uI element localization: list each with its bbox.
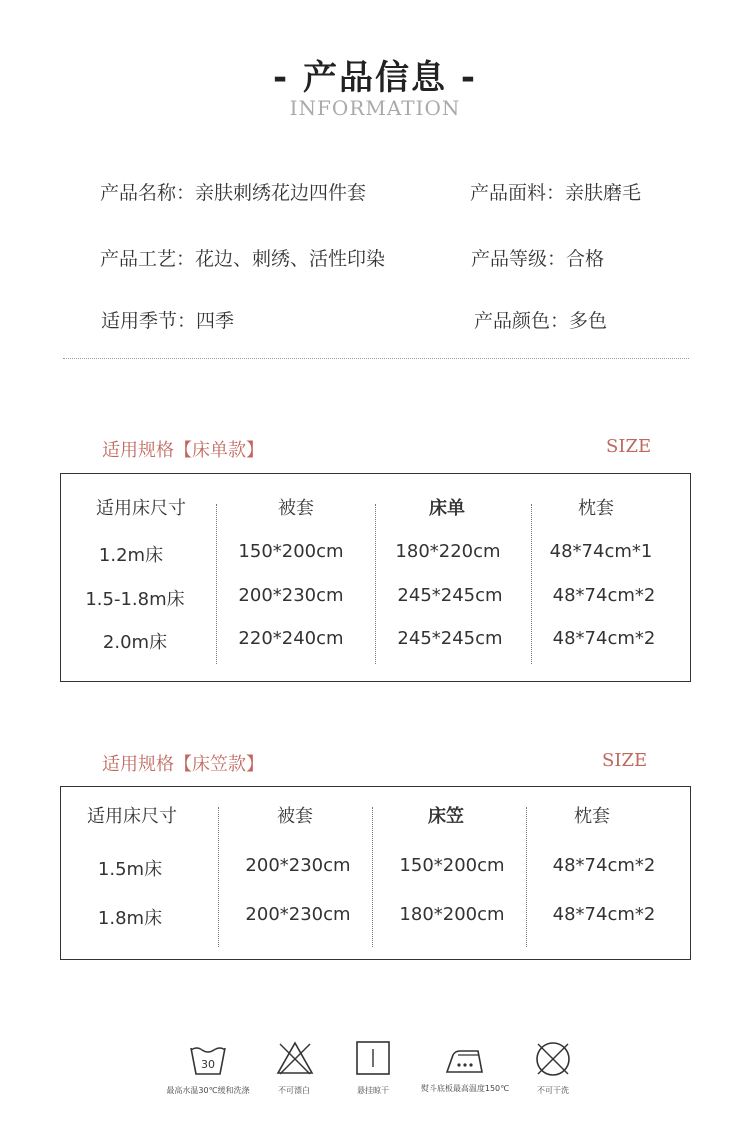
table-cell: 200*230cm	[238, 585, 344, 606]
care-label: 熨斗底板最高温度150℃	[420, 1084, 510, 1093]
info-label: 产品颜色：	[474, 310, 570, 332]
table-header: 被套	[278, 498, 314, 519]
no-bleach-icon	[276, 1040, 314, 1076]
care-label: 不可干洗	[537, 1086, 569, 1095]
table-header: 床笠	[428, 806, 464, 827]
table-header: 枕套	[578, 498, 614, 519]
table-cell: 245*245cm	[397, 585, 503, 606]
info-value: 多色	[569, 310, 608, 332]
info-season	[101, 306, 234, 333]
column-divider	[526, 807, 527, 947]
info-color	[474, 306, 607, 333]
info-label: 产品名称：	[100, 182, 196, 204]
table-header: 适用床尺寸	[96, 498, 186, 519]
column-divider	[218, 807, 219, 947]
info-value: 亲肤磨毛	[565, 182, 642, 204]
info-label: 产品面料：	[470, 182, 566, 204]
iron-150-icon	[444, 1046, 486, 1076]
info-value: 花边、刺绣、活性印染	[195, 248, 386, 270]
table-header: 枕套	[574, 806, 610, 827]
table-cell: 220*240cm	[238, 628, 344, 649]
care-label: 不可漂白	[278, 1086, 310, 1095]
info-grade	[471, 244, 604, 271]
table-cell: 1.5m床	[97, 859, 163, 880]
sheet-section-size: SIZE	[606, 436, 652, 457]
sheet-size-table	[60, 473, 691, 682]
table-cell: 200*230cm	[245, 855, 351, 876]
table-cell: 48*74cm*2	[552, 628, 656, 649]
wash-30-icon	[189, 1042, 227, 1078]
dotted-divider	[63, 358, 689, 359]
table-cell: 1.5-1.8m床	[85, 589, 185, 610]
info-label: 产品等级：	[471, 248, 567, 270]
info-label: 适用季节：	[101, 310, 197, 332]
table-cell: 180*200cm	[399, 904, 505, 925]
table-cell: 2.0m床	[102, 632, 168, 653]
table-cell: 48*74cm*1	[549, 541, 653, 562]
fitted-section-label: 适用规格【床笠款】	[102, 754, 264, 775]
column-divider	[372, 807, 373, 947]
info-label: 产品工艺：	[100, 248, 196, 270]
table-header: 被套	[277, 806, 313, 827]
info-product-name	[100, 178, 366, 205]
table-cell: 150*200cm	[238, 541, 344, 562]
wash-temp-badge: 30	[201, 1058, 215, 1071]
fitted-section-size: SIZE	[602, 750, 648, 771]
info-fabric	[470, 178, 641, 205]
table-header: 适用床尺寸	[87, 806, 177, 827]
page-subtitle: INFORMATION	[289, 96, 461, 120]
table-cell: 180*220cm	[395, 541, 501, 562]
care-label: 悬挂晾干	[357, 1086, 389, 1095]
table-cell: 200*230cm	[245, 904, 351, 925]
table-cell: 245*245cm	[397, 628, 503, 649]
care-label: 最高水温30℃缓和洗涤	[166, 1086, 250, 1095]
page-title: - 产品信息 -	[273, 58, 477, 98]
info-value: 亲肤刺绣花边四件套	[195, 182, 367, 204]
info-value: 合格	[566, 248, 605, 270]
info-craft	[100, 244, 385, 271]
table-cell: 48*74cm*2	[552, 855, 656, 876]
table-cell: 48*74cm*2	[552, 904, 656, 925]
table-cell: 150*200cm	[399, 855, 505, 876]
sheet-section-label: 适用规格【床单款】	[102, 440, 264, 461]
table-cell: 1.2m床	[98, 545, 164, 566]
table-cell: 1.8m床	[97, 908, 163, 929]
hang-dry-icon	[355, 1040, 391, 1076]
table-header: 床单	[429, 498, 465, 519]
no-dry-clean-icon	[534, 1040, 572, 1078]
info-value: 四季	[196, 310, 235, 332]
fitted-size-table	[60, 786, 691, 960]
table-cell: 48*74cm*2	[552, 585, 656, 606]
